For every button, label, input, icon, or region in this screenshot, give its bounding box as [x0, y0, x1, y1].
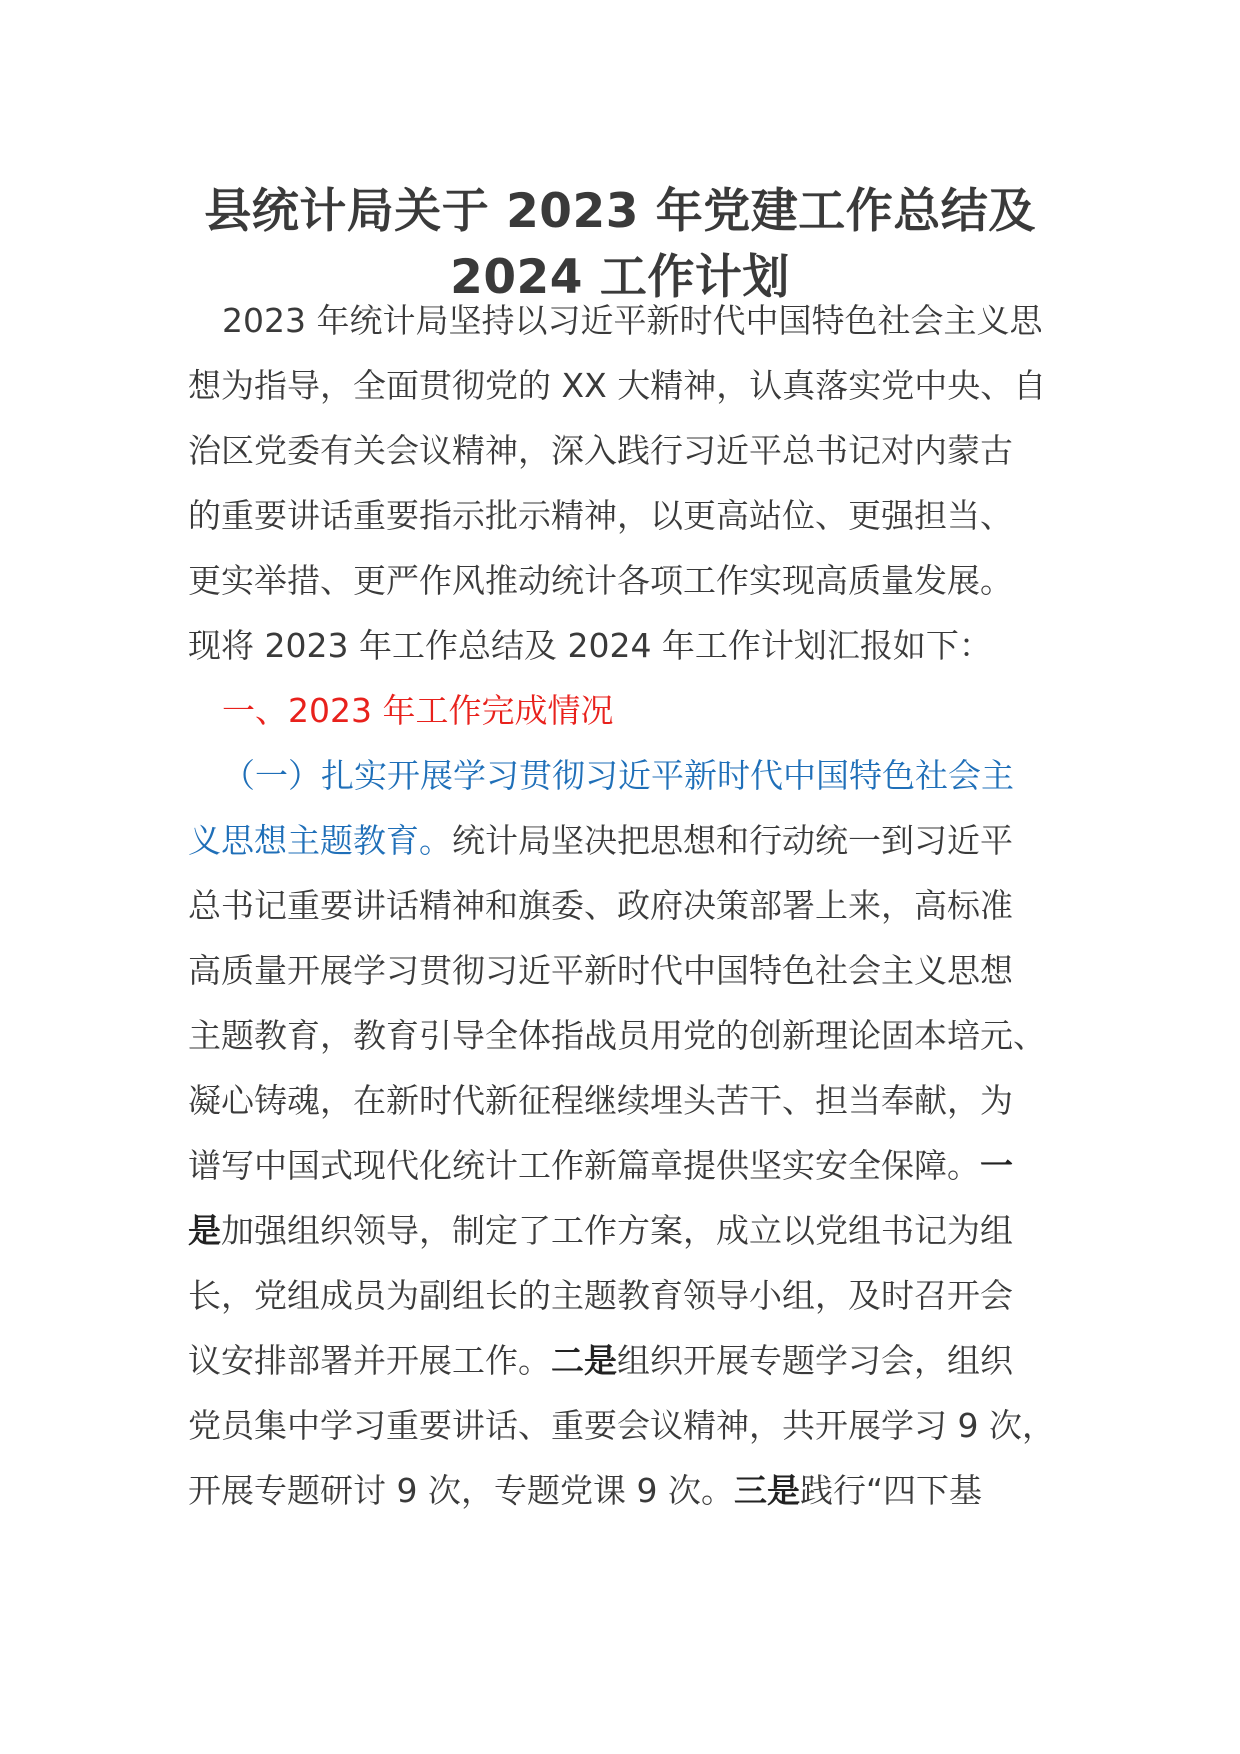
subsection-heading-line-2: 义思想主题教育。 [188, 821, 452, 860]
body-line [188, 1328, 1058, 1393]
body-text-fragment: 开展专题研讨 9 次，专题党课 9 次。 [188, 1471, 734, 1510]
document-body [188, 288, 1058, 1523]
intro-line: 的重要讲话重要指示批示精神，以更高站位、更强担当、 [188, 496, 1013, 535]
point-label-two: 二是 [551, 1341, 617, 1380]
body-line: 总书记重要讲话精神和旗委、政府决策部署上来，高标准 [188, 886, 1013, 925]
document-title-line-2: 2024 工作计划 [450, 250, 790, 305]
body-text-fragment: 谱写中国式现代化统计工作新篇章提供坚实安全保障。 [188, 1146, 980, 1185]
body-line: 长，党组成员为副组长的主题教育领导小组，及时召开会 [188, 1276, 1013, 1315]
subsection-heading-line-1: （一）扎实开展学习贯彻习近平新时代中国特色社会主 [222, 756, 1014, 795]
intro-line: 更实举措、更严作风推动统计各项工作实现高质量发展。 [188, 561, 1013, 600]
body-text-fragment: 践行“四下基 [799, 1471, 983, 1510]
intro-line: 想为指导，全面贯彻党的 XX 大精神，认真落实党中央、自 [188, 366, 1047, 405]
intro-line: 2023 年统计局坚持以习近平新时代中国特色社会主义思 [222, 301, 1043, 340]
point-label-one-part-b: 是 [188, 1211, 221, 1250]
body-line: 高质量开展学习贯彻习近平新时代中国特色社会主义思想 [188, 951, 1013, 990]
subsection-line-2 [188, 808, 1058, 873]
point-label-three: 三是 [733, 1471, 800, 1510]
section-heading: 一、2023 年工作完成情况 [222, 691, 614, 730]
intro-line: 治区党委有关会议精神，深入践行习近平总书记对内蒙古 [188, 431, 1013, 470]
body-text-fragment: 议安排部署并开展工作。 [188, 1341, 551, 1380]
body-text-fragment: 组织开展专题学习会，组织 [617, 1341, 1013, 1380]
body-text-fragment: 加强组织领导，制定了工作方案，成立以党组书记为组 [221, 1211, 1013, 1250]
body-line: 党员集中学习重要讲话、重要会议精神，共开展学习 9 次， [188, 1406, 1055, 1445]
body-line: 主题教育，教育引导全体指战员用党的创新理论固本培元、 [188, 1016, 1046, 1055]
body-line [188, 1198, 1058, 1263]
document-title-line-1: 县统计局关于 2023 年党建工作总结及 [204, 184, 1036, 239]
body-line: 凝心铸魂，在新时代新征程继续埋头苦干、担当奉献，为 [188, 1081, 1013, 1120]
body-line [188, 1458, 1058, 1523]
body-text-fragment: 统计局坚决把思想和行动统一到习近平 [452, 821, 1013, 860]
intro-line: 现将 2023 年工作总结及 2024 年工作计划汇报如下： [188, 626, 992, 665]
body-line [188, 1133, 1058, 1198]
point-label-one-part-a: 一 [980, 1146, 1013, 1185]
